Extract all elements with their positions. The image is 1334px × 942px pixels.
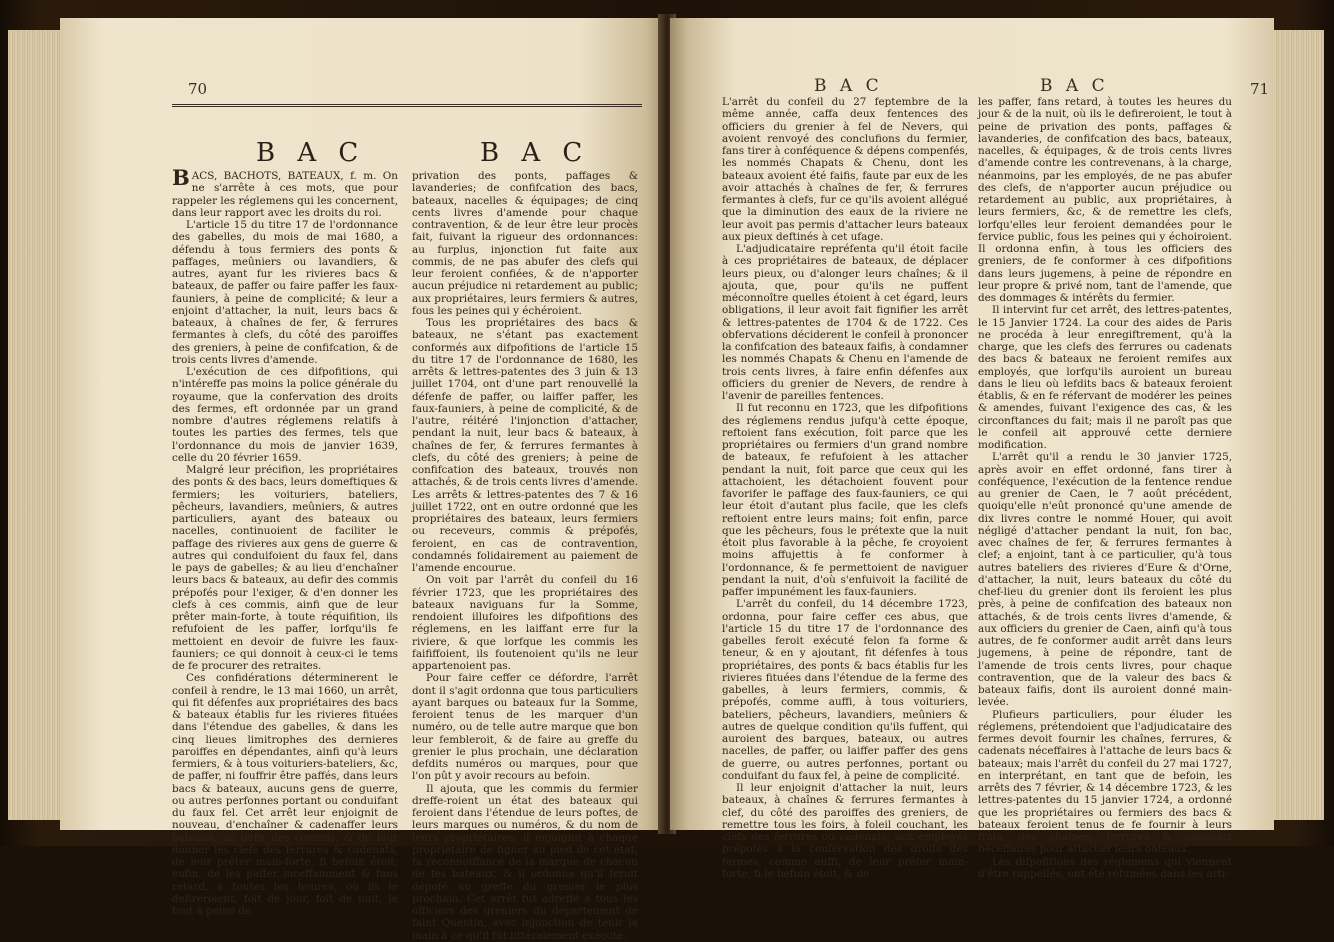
paragraph: L'arrêt du confeil du 27 feptembre de la même année, caffa deux fentences des officiers du grenier à fel de Nevers, qui avoient renvoyé des conclufions du fermier, fans tirer à conféquence & dépens compenfés, les nommés Chapats & Chenu, dont les bateaux avoient été faifis, faute par eux de les avoir attachés à chaînes de fer, & ferrures fermantes à clefs, fur ce qu'ils avoient allégué que la diminution des eaux de la riviere ne leur avoit pas permis d'attacher leurs bateaux aux pieux deftinés à cet ufage. <box>722 96 968 243</box>
page-number: 71 <box>1250 80 1270 98</box>
paragraph: Il leur enjoignit d'attacher la nuit, leurs bateaux, à chaînes & ferrures fermantes à clef, du côté des paroiffes des greniers, de remettre tous les foirs, à foleil couchant, les clefs des ferrures ou cadenats, aux employés prépofés à la confervation des droits des fermes, comme auffi, de leur prêter main-forte, fi le befoin étoit, & de <box>722 782 968 880</box>
paragraph: Tous les propriétaires des bacs & bateaux, ne s'étant pas exactement conformés aux difpofitions de l'article 15 du titre 17 de l'ordonnance de 1680, les arrêts & lettres-patentes des 3 juin & 13 juillet 1704, ont d'une part renouvellé la défenfe de paffer, ou laiffer paffer, les faux-fauniers, à peine de complicité, & de l'autre, réitéré l'injonction d'attacher, pendant la nuit, leur bacs & bateaux, à chaînes de fer, & ferrures fermantes à clefs, du côté des greniers; à peine de confifcation des bateaux, trouvés non attachés, & de trois cents livres d'amende. Les arrêts & lettres-patentes des 7 & 16 juillet 1722, ont en outre ordonné que les propriétaires des bateaux, leurs fermiers ou receveurs, commis & prépofés, feroient, en cas de contravention, condamnés folidairement au paiement de l'amende encourue. <box>412 317 638 574</box>
text-column-2 <box>412 170 638 942</box>
paragraph: Ces confidérations déterminerent le confeil à rendre, le 13 mai 1660, un arrêt, qui fit défenfes aux propriétaires des bacs & bateaux établis fur les rivieres fituées dans l'étendue des gabelles, & dans les cinq lieues limitrophes des dernieres paroiffes en dépendantes, ainfi qu'à leurs fermiers, & à tous voituriers-bateliers, &c, de paffer, ni fouffrir être paffés, dans leurs bacs & bateaux, aucuns gens de guerre, ou autres perfonnes portant ou conduifant du faux fel. Cet arrêt leur enjoignit de nouveau, d'enchaîner & cadenaffer leurs bateaux, au defir des commis, & de leur donner les clefs des ferrures & cadenats, de leur prêter main-forte, fi befoin étoit; enfin, de les paffer inceffamment & fans retard, à toutes les heures, où ils le defireroient, foit de jour, foit de nuit; le tout à peine de <box>172 672 398 917</box>
entry-title-left: B A C <box>256 138 366 168</box>
text-column-1 <box>172 165 398 917</box>
paragraph: On voit par l'arrêt du confeil du 16 février 1723, que les propriétaires des bateaux naviguans fur la Somme, rendoient illufoires les difpofitions des réglemens, en les laiffant erre fur la riviere, & que lorfque les commis les faififfoient, ils foutenoient qu'ils ne leur appartenoient pas. <box>412 574 638 672</box>
running-head-right: B A C <box>1040 76 1109 96</box>
paragraph: L'arrêt qu'il a rendu le 30 janvier 1725, après avoir en effet ordonné, fans tirer à conféquence, l'exécution de la fentence rendue au grenier de Caen, le 7 août précédent, quoiqu'elle n'eût prononcé qu'une amende de dix livres contre le nommé Houer, qui avoit négligé d'attacher pendant la nuit, fon bac, avec chaînes de fer, & ferrures fermantes à clef; a enjoint, tant à ce particulier, qu'à tous autres bateliers des rivieres d'Eure & d'Orne, d'attacher, la nuit, leurs bateaux du côté du chef-lieu du grenier dont ils feroient les plus près, à peine de confifcation des bateaux non attachés, & de trois cents livres d'amende, & aux officiers du grenier de Caen, ainfi qu'à tous autres, de fe conformer audit arrêt dans leurs jugemens, à peine de répondre, tant de l'amende de trois cents livres, pour chaque contravention, que de la valeur des bacs & bateaux faifis, dont ils auroient donné main-levée. <box>978 451 1232 709</box>
right-page <box>670 18 1274 880</box>
drop-cap: B <box>172 165 190 190</box>
text-column-2 <box>978 96 1232 880</box>
paragraph: Les difpofitions des réglemens qui viennent d'être rappellés, ont été réfumées dans les arti- <box>978 855 1232 880</box>
page-edges-left <box>8 30 62 820</box>
entry-title-right: B A C <box>480 138 590 168</box>
page-number: 70 <box>188 80 208 98</box>
paragraph: Plufieurs particuliers, pour éluder les réglemens, prétendoient que l'adjudicataire des fermes devoit fournir les chaînes, ferrures, & cadenats néceffaires à l'attache de leurs bacs & bateaux; mais l'arrêt du confeil du 27 mai 1727, en interprétant, en tant que de befoin, les arrêts des 7 février, & 14 décembre 1723, & les lettres-patentes du 15 janvier 1724, a ordonné que les propriétaires ou fermiers des bacs & bateaux feroient tenus de fe fournir à leurs frais, des chaînes, ferrures & cadenats néceffaires pour attacher leurs bateaux. <box>978 708 1232 856</box>
text-column-1 <box>722 96 968 880</box>
paragraph: Malgré leur précifion, les propriétaires des ponts & des bacs, leurs domeftiques & fermiers; les voituriers, bateliers, pêcheurs, lavandiers, meûniers, & autres particuliers, ayant des bateaux ou nacelles, continuoient de faciliter le paffage des rivieres aux gens de guerre & autres qui conduifoient du faux fel, dans le pays de gabelles; & au lieu d'enchaîner leurs bacs & bateaux, au defir des commis prépofés pour l'exiger, & d'en donner les clefs à ces commis, ainfi que de leur prêter main-forte, à toute réquifition, ils refufoient de les paffer, lorfqu'ils fe mettoient en devoir de fuivre les faux-fauniers; ce qui donnoit à ceux-ci le tems de fe procurer des retraites. <box>172 464 398 672</box>
paragraph: Pour faire ceffer ce défordre, l'arrêt dont il s'agit ordonna que tous particuliers ayant barques ou bateaux fur la Somme, feroient tenus de les marquer d'un numéro, ou de telle autre marque que bon leur fembleroit, & de faire au greffe du grenier le plus prochain, une déclaration defdits numéros ou marques, pour que l'on pût y avoir recours au befoin. <box>412 672 638 783</box>
paragraph: privation des ponts, paffages & lavanderies; de confifcation des bacs, bateaux, nacelles & équipages; de cinq cents livres d'amende pour chaque contravention, & de leur être leur procès fait, fuivant la rigueur des ordonnances: au furplus, injonction fut faite aux commis, de ne pas abufer des clefs qui leur feroient confiées, & de n'apporter aucun préjudice ni retardement au public; aux propriétaires, leurs fermiers & autres, fous les peines qui y échéroient. <box>412 170 638 317</box>
paragraph: L'article 15 du titre 17 de l'ordonnance des gabelles, du mois de mai 1680, a défendu à tous fermiers des ponts & paffages, meûniers ou lavandiers, & autres, ayant fur les rivieres bacs & bateaux, de paffer ou faire paffer les faux-fauniers, à peine de complicité; & leur a enjoint d'attacher, la nuit, leurs bacs & bateaux, à chaînes de fer, & ferrures fermantes à clefs, du côté des paroiffes des greniers, à peine de confifcation, & de trois cents livres d'amende. <box>172 219 398 366</box>
running-head-left: B A C <box>814 76 883 96</box>
paragraph: L'arrêt du confeil, du 14 décembre 1723, ordonna, pour faire ceffer ces abus, que l'article 15 du titre 17 de l'ordonnance des gabelles feroit exécuté felon fa forme & teneur, & en y ajoutant, fit défenfes à tous propriétaires, des ponts & bacs établis fur les rivieres fituées dans l'étendue de la ferme des gabelles, à leurs fermiers, commis, & prépofés, comme auffi, à tous voituriers, bateliers, pêcheurs, lavandiers, meûniers & autres de quelque condition qu'ils fuffent, qui auroient des barques, bateaux, ou autres nacelles, de paffer, ou laiffer paffer des gens de guerre, ou autres perfonnes, portant ou conduifant du faux fel, à peine de complicité. <box>722 598 968 782</box>
paragraph: Il ajouta, que les commis du fermier dreffe-roient un état des bateaux qui feroient dans l'étendue de leurs poftes, de leurs marques ou numéros, & du nom de leurs propriétaires; il enjoignit à chaque propriétaire de figner au pied de cet état, fa reconnoiffance de la marque de chacun de fes bateaux, & il ordonna qu'il feroit dépofé au greffe du grenier le plus prochain. Cet arrêt fut adreffé à tous les officiers des greniers du département de faint Quentin, avec injonction de tenir la main à ce qu'il fût littéralement exécuté. <box>412 782 638 942</box>
page-edges-right <box>1272 30 1324 820</box>
paragraph: les paffer, fans retard, à toutes les heures du jour & de la nuit, où ils le defireroient, le tout à peine de privation des ponts, paffages & lavanderies, de confifcation des bacs, bateaux, nacelles, & équipages, & de trois cents livres d'amende contre les contrevenans, à la charge, néanmoins, par les employés, de ne pas abufer des clefs, de n'apporter aucun préjudice ou retardement au public, aux propriétaires, à leurs fermiers, &c, & de remettre les clefs, lorfqu'elles leur feroient demandées pour le fervice public, fous les peines qui y échoiroient. Il ordonna enfin, à tous les officiers des greniers, de fe conformer à ces difpofitions dans leurs jugemens, à peine de répondre en leur propre & privé nom, tant de l'amende, que des dommages & intérêts du fermier. <box>978 96 1232 304</box>
paragraph: L'adjudicataire repréfenta qu'il étoit facile à ces propriétaires de bateaux, de déplacer leurs pieux, ou d'alonger leurs chaînes; & il ajouta, que, pour qu'ils ne puffent méconnoître quelles étoient à cet égard, leurs obligations, il leur avoit fait fignifier les arrêt & lettres-patentes de 1704 & de 1722. Ces obfervations déciderent le confeil à prononcer la confifcation des bateaux faifis, à condamner les nommés Chapats & Chenu en l'amende de trois cents livres, à faire enfin défenfes aux officiers du grenier de Nevers, de rendre à l'avenir de pareilles fentences. <box>722 243 968 402</box>
left-page <box>60 18 664 942</box>
paragraph: Il fut reconnu en 1723, que les difpofitions des réglemens rendus jufqu'à cette époque, reftoient fans exécution, foit parce que les propriétaires ou fermiers d'un grand nombre de bateaux, fe refufoient à les attacher pendant la nuit, foit parce que ceux qui les attachoient, les détachoient fouvent pour favorifer le paffage des faux-fauniers, ce qui leur étoit d'autant plus facile, que les clefs reftoient entre leurs mains; foit enfin, parce que les pêcheurs, fous le prétexte que la nuit étoit plus favorable à la pêche, fe croyoient moins affujettis à fe conformer à l'ordonnance, & fe permettoient de naviguer pendant la nuit, d'où s'enfuivoit la facilité de paffer impunément les faux-fauniers. <box>722 402 968 598</box>
header-rule <box>172 104 642 107</box>
paragraph: Il intervint fur cet arrêt, des lettres-patentes, le 15 Janvier 1724. La cour des aides de Paris ne procéda à leur enregiftrement, qu'à la charge, que les clefs des ferrures ou cadenats des bacs & bateaux ne feroient remifes aux employés, que lorfqu'ils auroient un bureau dans le lieu où lefdits bacs & bateaux feroient établis, & en fe réfervant de modérer les peines & amendes, fuivant l'exigence des cas, & les circonftances du fait; mais il ne paroît pas que le confeil ait approuvé cette derniere modification. <box>978 304 1232 451</box>
paragraph: L'exécution de ces difpofitions, qui n'intéreffe pas moins la police générale du royaume, que la confervation des droits des fermes, eft ordonnée par un grand nombre d'autres réglemens relatifs à toutes les parties des fermes, tels que l'ordonnance du mois de janvier 1639, celle du 20 février 1659. <box>172 366 398 464</box>
paragraph: BACS, BACHOTS, BATEAUX, f. m. On ne s'arrête à ces mots, que pour rappeler les réglemens qui les concernent, dans leur rapport avec les droits du roi. <box>172 165 398 219</box>
